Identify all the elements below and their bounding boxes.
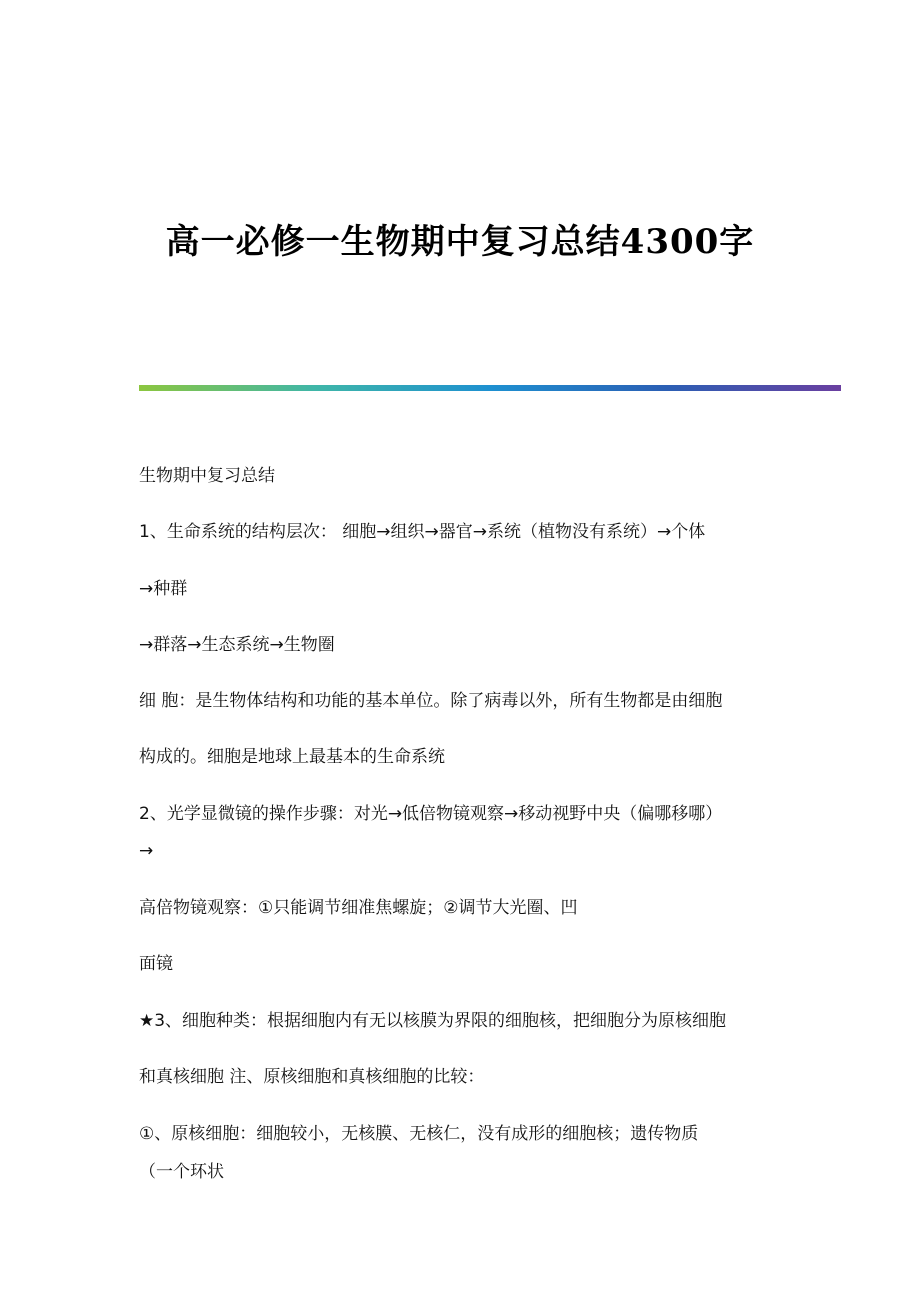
body-line: 面镜 (139, 954, 173, 974)
body-line: （一个环状 (139, 1162, 224, 1182)
body-line: → (139, 841, 154, 861)
body-line: 细 胞：是生物体结构和功能的基本单位。除了病毒以外，所有生物都是由细胞 (139, 691, 723, 711)
body-line: →种群 (139, 579, 188, 599)
title-divider (139, 385, 841, 391)
body-line: 2、光学显微镜的操作步骤：对光→低倍物镜观察→移动视野中央（偏哪移哪） (139, 804, 723, 824)
document-title: 高一必修一生物期中复习总结4300字 (165, 222, 755, 262)
body-line: 生物期中复习总结 (139, 466, 275, 486)
body-line: →群落→生态系统→生物圈 (139, 635, 335, 655)
body-line: 和真核细胞 注、原核细胞和真核细胞的比较： (139, 1067, 485, 1087)
body-line: 构成的。细胞是地球上最基本的生命系统 (139, 747, 445, 767)
body-line: ★3、细胞种类：根据细胞内有无以核膜为界限的细胞核，把细胞分为原核细胞 (139, 1011, 727, 1031)
body-line: 1、生命系统的结构层次： 细胞→组织→器官→系统（植物没有系统）→个体 (139, 522, 706, 542)
body-line: 高倍物镜观察：①只能调节细准焦螺旋；②调节大光圈、凹 (139, 898, 578, 918)
body-line: ①、原核细胞：细胞较小，无核膜、无核仁，没有成形的细胞核；遗传物质 (139, 1124, 699, 1144)
